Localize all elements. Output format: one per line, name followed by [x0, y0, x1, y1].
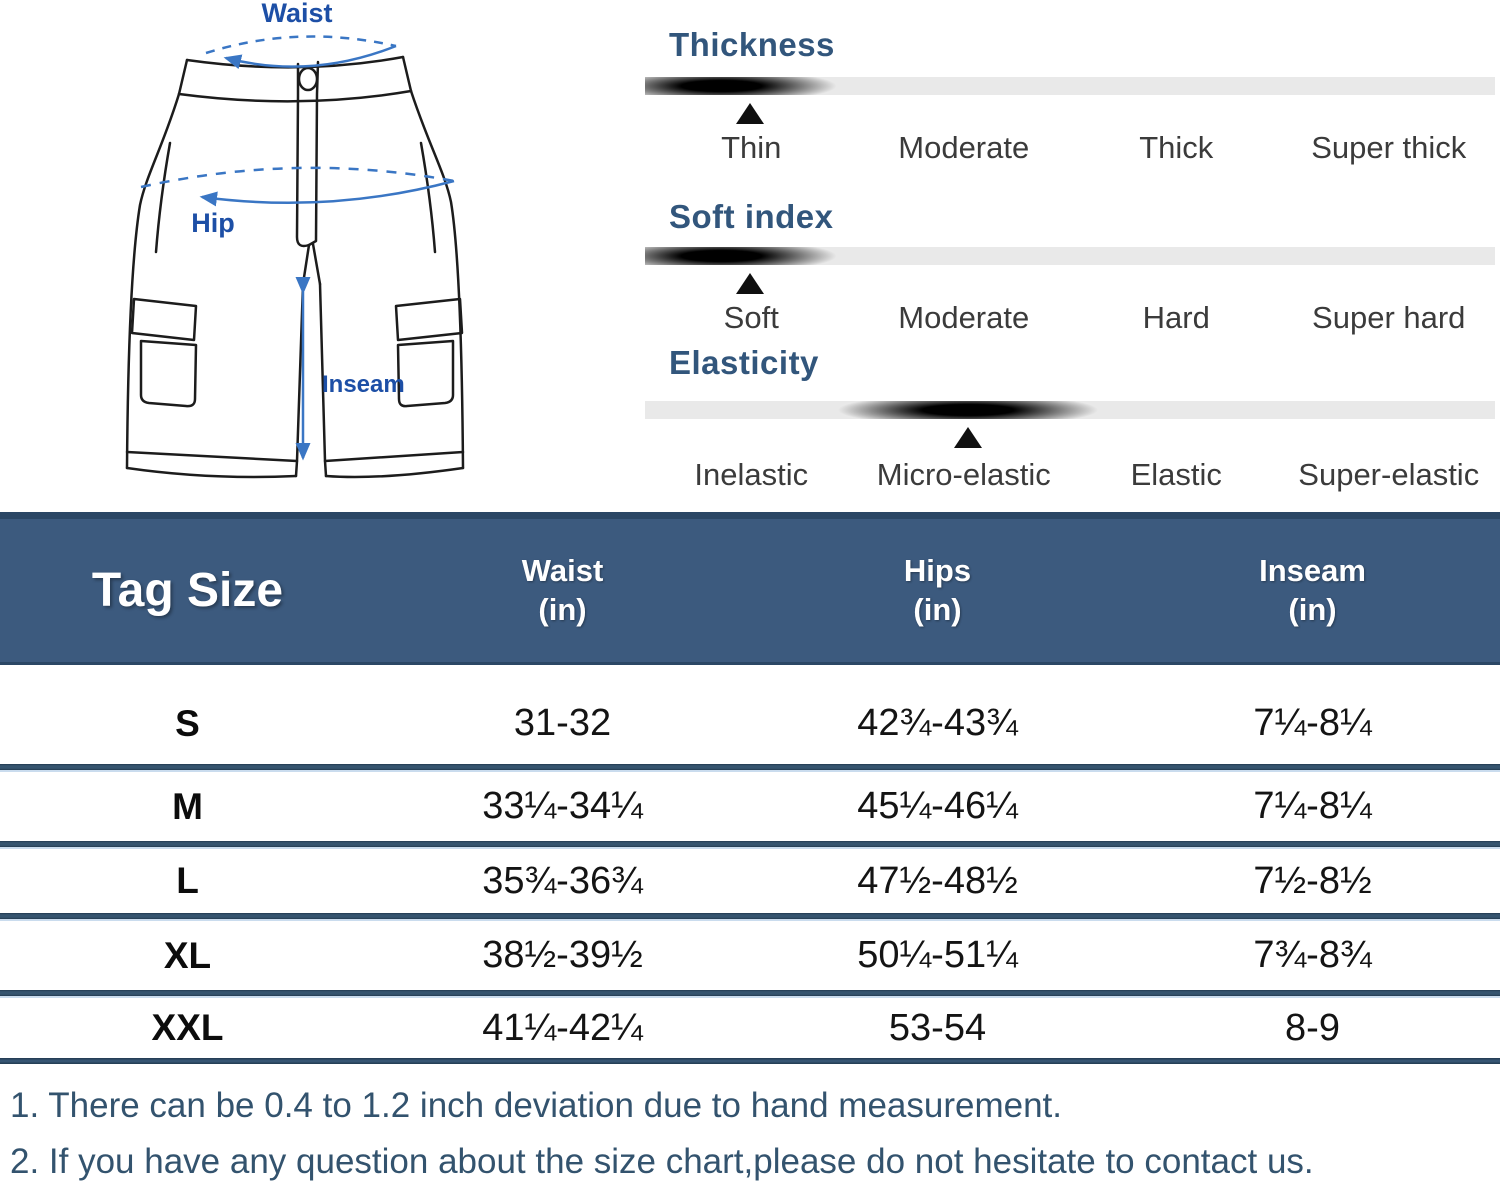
size-cell: XL: [163, 934, 212, 976]
scale-label: Moderate: [898, 130, 1030, 165]
row-divider: [0, 913, 1500, 921]
note-measurement-deviation: 1. There can be 0.4 to 1.2 inch deviation due to hand measurement.: [10, 1086, 1062, 1125]
soft-index-labels: [645, 295, 1495, 341]
table-row: [0, 772, 1500, 841]
scale-label: Inelastic: [694, 457, 809, 492]
scale-label: Super hard: [1312, 300, 1466, 335]
shorts-diagram: [0, 0, 640, 510]
scale-title-elasticity: Elasticity: [669, 344, 819, 381]
size-cell: L: [176, 860, 199, 901]
table-row: [0, 998, 1500, 1058]
inseam-cell: 7¾-8¾: [1253, 934, 1372, 976]
hips-cell: 42¾-43¾: [857, 702, 1018, 744]
table-header: [0, 512, 1500, 665]
hips-cell: 50¼-51¼: [857, 934, 1018, 976]
scale-title-soft-index: Soft index: [669, 198, 834, 235]
hips-cell: 45¼-46¼: [857, 785, 1018, 827]
row-divider: [0, 841, 1500, 849]
size-cell: M: [172, 785, 203, 827]
table-row: [0, 921, 1500, 990]
scale-label: Soft: [723, 300, 779, 335]
scale-label: Thick: [1139, 130, 1214, 165]
column-label: Hips: [903, 552, 972, 588]
scale-label: Moderate: [898, 300, 1030, 335]
scale-label: Hard: [1142, 300, 1210, 335]
elasticity-marker-icon: [954, 427, 982, 448]
attribute-scales: [645, 0, 1495, 510]
waist-cell: 41¼-42¼: [482, 1006, 643, 1049]
column-unit: (in): [1288, 591, 1337, 627]
header-cell-waist: [375, 552, 750, 630]
waist-label: Waist: [261, 0, 333, 28]
table-bottom-border: [0, 1058, 1500, 1064]
table-row: [0, 665, 1500, 764]
waist-cell: 38½-39½: [482, 934, 643, 976]
thickness-gradient-bar: [645, 77, 1495, 95]
waist-cell: 31-32: [513, 702, 612, 744]
thickness-marker-icon: [736, 103, 764, 124]
inseam-cell: 7¼-8¼: [1253, 785, 1372, 827]
column-label: Waist: [521, 552, 604, 588]
column-unit: (in): [913, 591, 962, 627]
size-cell: S: [175, 702, 200, 744]
row-divider: [0, 990, 1500, 998]
scale-label: Super thick: [1311, 130, 1467, 165]
inseam-cell: 7½-8½: [1253, 859, 1372, 902]
inseam-label: Inseam: [322, 371, 405, 398]
header-cell-inseam: [1125, 552, 1500, 630]
table-row: [0, 849, 1500, 913]
elasticity-labels: [645, 452, 1495, 498]
scale-label: Super-elastic: [1298, 457, 1480, 492]
elasticity-gradient-bar: [645, 401, 1495, 419]
header-cell-hips: [750, 552, 1125, 630]
scale-label: Micro-elastic: [876, 457, 1051, 492]
soft-index-marker-icon: [736, 273, 764, 294]
soft-index-gradient-bar: [645, 247, 1495, 265]
waist-cell: 33¼-34¼: [482, 785, 643, 827]
note-contact-us: 2. If you have any question about the size chart,please do not hesitate to contact us.: [10, 1142, 1314, 1181]
thickness-labels: [645, 125, 1495, 171]
column-label: Inseam: [1259, 552, 1366, 588]
waist-arrow-icon: [226, 46, 396, 67]
size-cell: XXL: [151, 1007, 224, 1048]
hip-label: Hip: [191, 208, 235, 238]
scale-title-thickness: Thickness: [669, 26, 835, 63]
waist-arrow-icon: [206, 37, 396, 53]
row-divider: [0, 764, 1500, 772]
hips-cell: 53-54: [888, 1006, 987, 1049]
scale-label: Thin: [721, 130, 782, 165]
inseam-cell: 8-9: [1285, 1006, 1340, 1049]
size-table: [0, 512, 1500, 1064]
waist-cell: 35¾-36¾: [482, 859, 643, 902]
hip-arrow-icon: [202, 181, 454, 203]
header-cell-tag-size: Tag Size: [91, 564, 284, 617]
hips-cell: 47½-48½: [857, 859, 1018, 902]
shorts-outline-icon: [127, 57, 463, 477]
scale-label: Elastic: [1130, 457, 1222, 492]
inseam-cell: 7¼-8¼: [1253, 702, 1372, 744]
column-unit: (in): [538, 591, 587, 627]
